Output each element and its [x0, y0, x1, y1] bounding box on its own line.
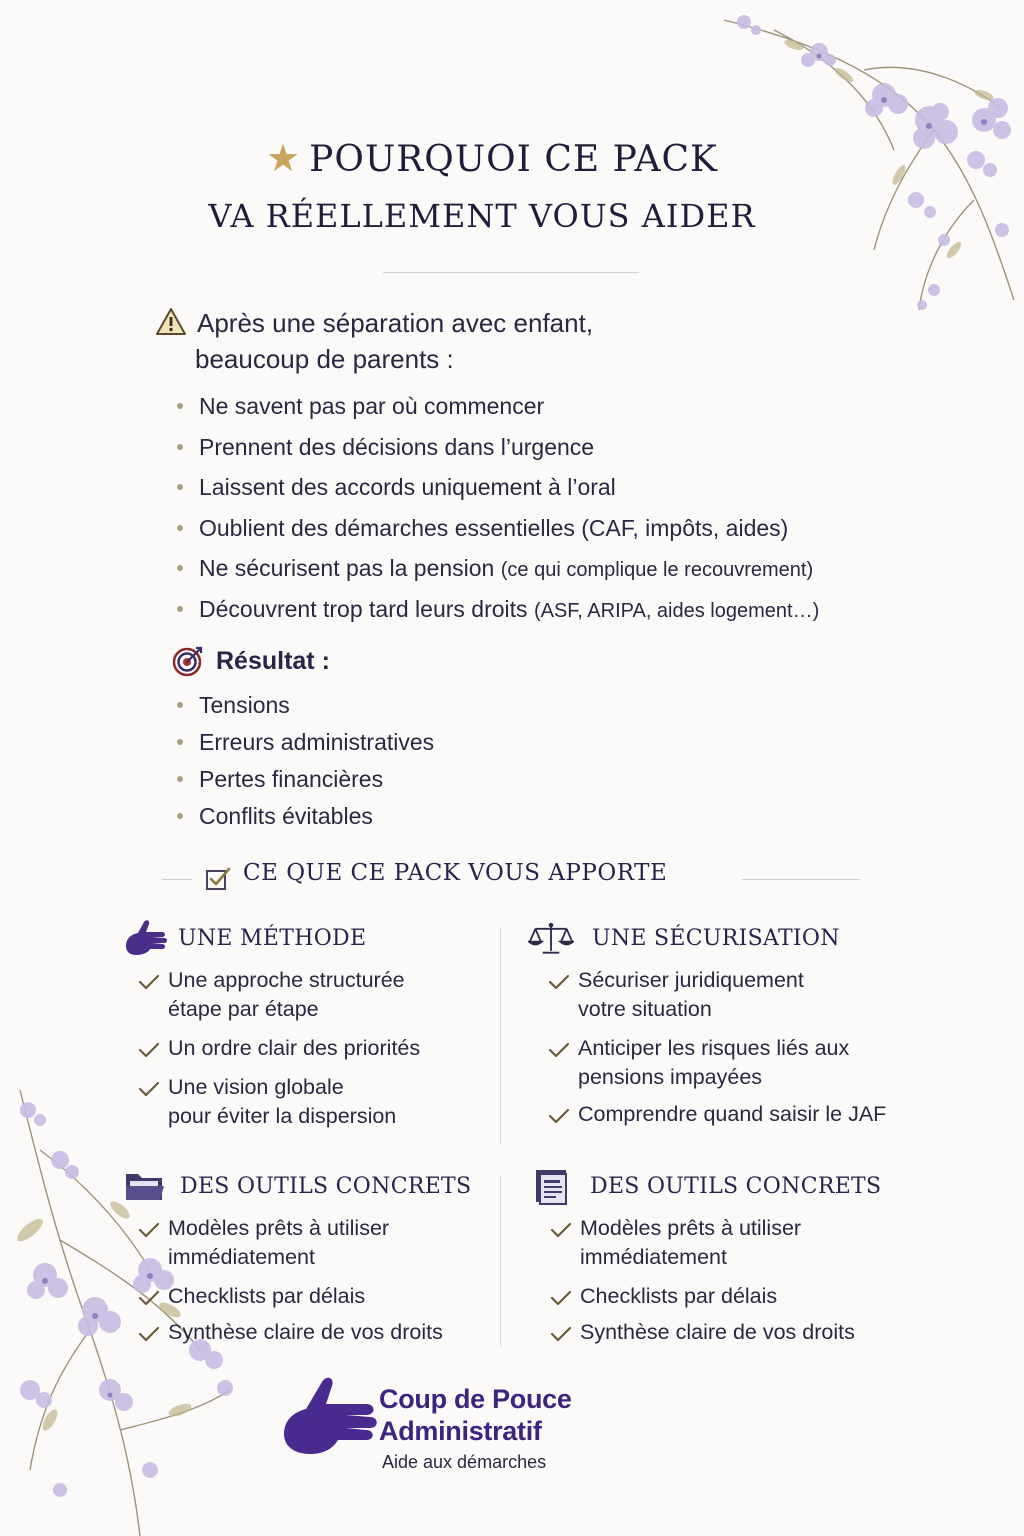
section-rule-left: [162, 879, 192, 880]
target-icon: [172, 645, 204, 677]
check-icon: [138, 1081, 160, 1097]
intro-block: [155, 305, 593, 377]
brand-logo: [282, 1374, 622, 1484]
list-item: Checklists par délais: [138, 1282, 443, 1318]
list-item: Ne savent pas par où commencer: [175, 386, 819, 427]
intro-text: [197, 305, 593, 377]
list-item: Comprendre quand saisir le JAF: [548, 1100, 886, 1129]
check-icon: [138, 1290, 160, 1306]
list-item: Conflits évitables: [175, 797, 434, 834]
feature-title: DES OUTILS CONCRETS: [590, 1174, 882, 1199]
list-item: Une approche structurée étape par étape: [138, 966, 420, 1034]
logo-line-1: Coup de Pouce: [379, 1384, 572, 1414]
title-line-1-text: POURQUOI CE PACK: [309, 139, 718, 180]
title-divider: [383, 272, 639, 273]
title-line-1: [0, 132, 1024, 186]
check-icon: [548, 974, 570, 990]
intro-line-1: Après une séparation avec enfant,: [197, 308, 594, 338]
list-item: Pertes financières: [175, 760, 434, 797]
list-item: Synthèse claire de vos droits: [550, 1318, 855, 1347]
feature-title: UNE SÉCURISATION: [592, 926, 840, 951]
feature-title: DES OUTILS CONCRETS: [180, 1174, 472, 1199]
star-icon: ★: [266, 136, 302, 180]
results-list: [175, 686, 434, 834]
list-item: Modèles prêts à utiliser immédiatement: [550, 1214, 855, 1282]
hand-icon: [122, 918, 168, 958]
check-icon: [138, 1042, 160, 1058]
logo-hand-icon: [282, 1374, 378, 1460]
check-icon: [550, 1290, 572, 1306]
feature-securisation: [528, 918, 886, 1129]
list-item: Laissent des accords uniquement à l’oral: [175, 467, 819, 508]
list-item: Sécuriser juridiquement votre situation: [548, 966, 886, 1034]
list-item: Oublient des démarches essentielles (CAF, impôts, aides): [175, 508, 819, 549]
list-item: Prennent des décisions dans l’urgence: [175, 427, 819, 468]
check-icon: [550, 1222, 572, 1238]
list-item: Tensions: [175, 686, 434, 723]
column-divider: [500, 928, 501, 1144]
list-item: Checklists par délais: [550, 1282, 855, 1318]
check-icon: [138, 1326, 160, 1342]
section-title: CE QUE CE PACK VOUS APPORTE: [243, 860, 668, 886]
section-rule-right: [742, 879, 860, 880]
result-heading: [172, 645, 330, 677]
list-item: Erreurs administratives: [175, 723, 434, 760]
logo-tagline: Aide aux démarches: [382, 1452, 547, 1472]
check-icon: [138, 1222, 160, 1238]
feature-tools-2: [530, 1166, 882, 1347]
title-line-2: VA RÉELLEMENT VOUS AIDER: [208, 197, 756, 235]
logo-line-2: Administratif: [379, 1416, 542, 1446]
folder-icon: [122, 1166, 168, 1206]
feature-title: UNE MÉTHODE: [178, 926, 367, 951]
feature-tools-1: [122, 1166, 472, 1347]
list-item: Modèles prêts à utiliser immédiatement: [138, 1214, 443, 1282]
list-item: Anticiper les risques liés aux pensions impayées: [548, 1034, 886, 1100]
check-icon: [548, 1108, 570, 1124]
checkbox-icon: [205, 866, 231, 892]
section-heading: [0, 856, 1024, 896]
warning-icon: [155, 307, 187, 337]
check-icon: [550, 1326, 572, 1342]
check-icon: [138, 974, 160, 990]
page-title: [0, 132, 1024, 246]
feature-method: [122, 918, 420, 1141]
intro-line-2: beaucoup de parents :: [195, 344, 454, 374]
list-item: Synthèse claire de vos droits: [138, 1318, 443, 1347]
result-label: Résultat :: [216, 646, 330, 675]
list-item: Ne sécurisent pas la pension (ce qui complique le recouvrement): [175, 548, 819, 589]
list-item: Un ordre clair des priorités: [138, 1034, 420, 1073]
check-icon: [548, 1042, 570, 1058]
list-item: Découvrent trop tard leurs droits (ASF, ARIPA, aides logement…): [175, 589, 819, 630]
column-divider: [500, 1175, 501, 1347]
list-item: Une vision globale pour éviter la dispersion: [138, 1073, 420, 1141]
scales-icon: [528, 918, 574, 958]
document-icon: [530, 1166, 576, 1206]
problems-list: [175, 386, 819, 629]
